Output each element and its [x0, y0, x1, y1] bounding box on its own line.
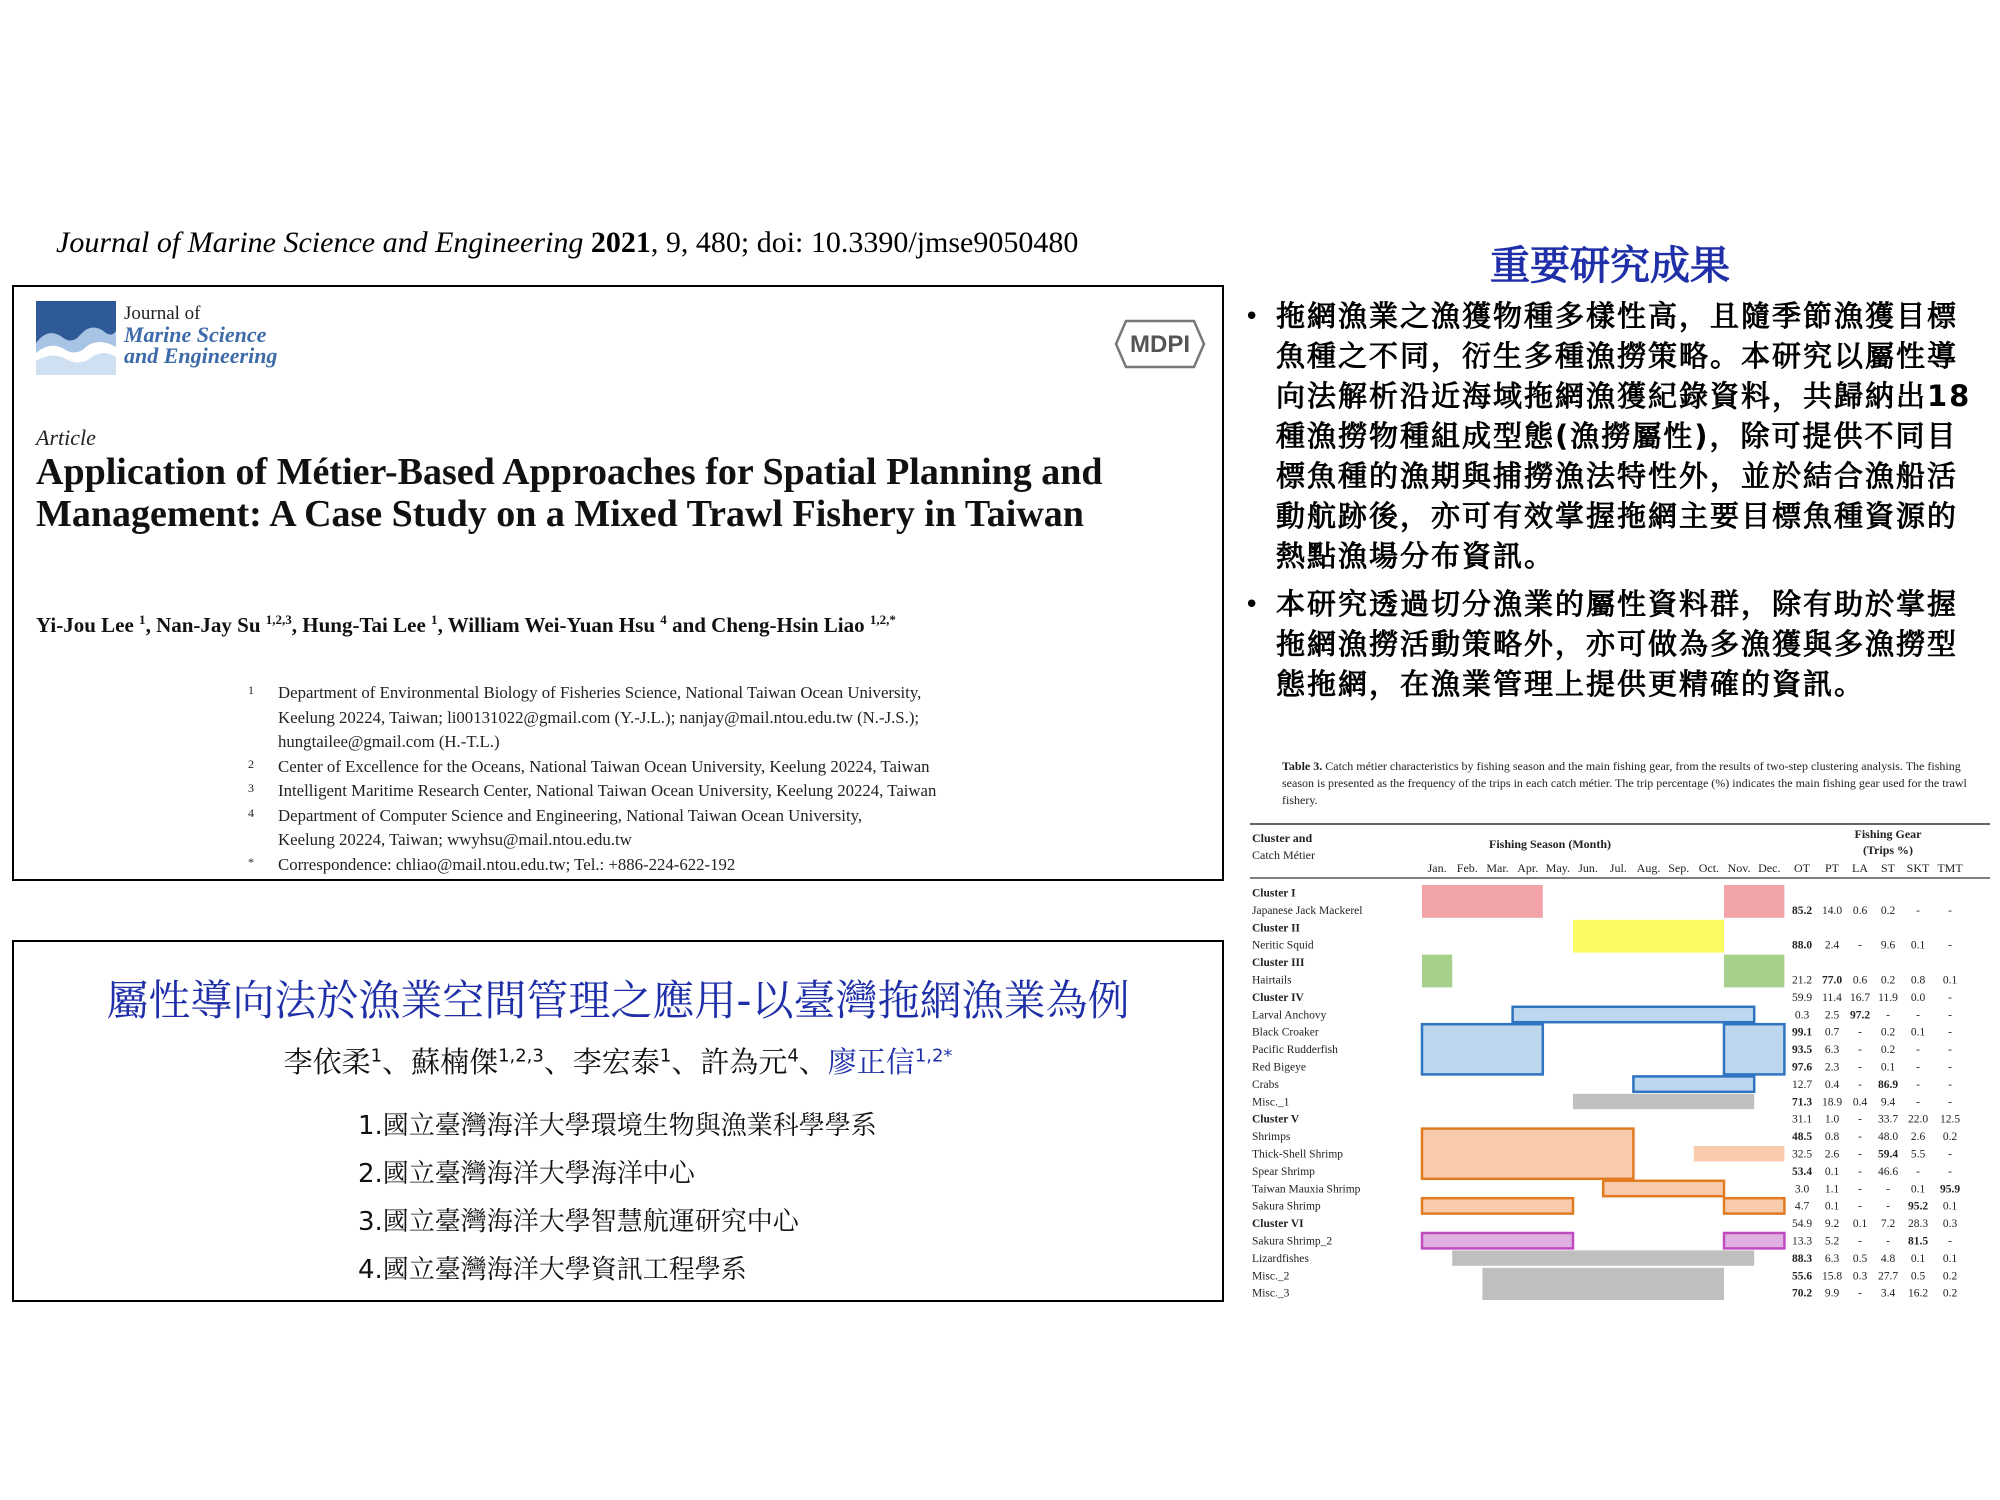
- chinese-affiliation-item: 2.國立臺灣海洋大學海洋中心: [358, 1159, 695, 1189]
- gear-value: 0.3: [1852, 1270, 1868, 1283]
- author-separator: ,: [145, 613, 157, 637]
- gear-value: 0.1: [1880, 1061, 1896, 1074]
- affiliation-line: Intelligent Maritime Research Center, National Taiwan Ocean University, Keelung 20224, Taiwan: [278, 781, 937, 800]
- chinese-affiliation-item: 1.國立臺灣海洋大學環境生物與漁業科學學系: [358, 1111, 877, 1141]
- gear-value: 97.2: [1849, 1009, 1871, 1022]
- gear-value: -: [1948, 1148, 1952, 1161]
- gear-value: -: [1948, 939, 1952, 952]
- metier-name: Shrimps: [1252, 1131, 1291, 1144]
- gear-value: 2.5: [1824, 1009, 1840, 1022]
- gear-header: PT: [1824, 861, 1840, 875]
- author-affil-sup: 1: [431, 612, 438, 627]
- chinese-author: [828, 1045, 953, 1079]
- results-heading: 重要研究成果: [1490, 243, 1730, 289]
- affiliation-line: Keelung 20224, Taiwan; wwyhsu@mail.ntou.edu.tw: [278, 830, 632, 849]
- gear-value: 0.6: [1852, 904, 1868, 917]
- chinese-author-name: 蘇楠傑: [411, 1045, 499, 1079]
- bullet-text: 本研究透過切分漁業的屬性資料群，除有助於掌握拖網漁撈活動策略外，亦可做為多漁獲與多漁撈型態拖網，在漁業管理上提供更精確的資訊。: [1276, 587, 1959, 701]
- gear-value: 53.4: [1791, 1165, 1813, 1178]
- metier-name: Misc._1: [1252, 1096, 1290, 1109]
- gear-value: 93.5: [1791, 1044, 1813, 1057]
- chinese-author-sup: 1: [370, 1045, 383, 1067]
- chinese-author: [411, 1045, 544, 1079]
- metier-name: Thick-Shell Shrimp: [1252, 1148, 1344, 1161]
- gear-value: -: [1858, 1183, 1862, 1196]
- chinese-affiliation-item: 4.國立臺灣海洋大學資訊工程學系: [358, 1255, 747, 1285]
- metier-name: Lizardfishes: [1252, 1252, 1309, 1265]
- metier-name: Larval Anchovy: [1252, 1009, 1327, 1022]
- author-affil-sup: 1: [139, 612, 146, 627]
- season-bar-misc2-3: [1482, 1268, 1724, 1300]
- author-name: Yi-Jou Lee: [36, 613, 140, 637]
- gear-value: 55.6: [1791, 1270, 1813, 1283]
- gear-value: 46.6: [1877, 1165, 1899, 1178]
- metier-name: Black Croaker: [1252, 1026, 1319, 1039]
- gear-value: 9.2: [1824, 1218, 1840, 1231]
- gear-value: -: [1916, 1044, 1920, 1057]
- gear-value: -: [1858, 1026, 1862, 1039]
- gear-value: -: [1948, 1044, 1952, 1057]
- gear-value: 0.1: [1910, 1252, 1926, 1265]
- chinese-affiliation-item: 3.國立臺灣海洋大學智慧航運研究中心: [358, 1207, 799, 1237]
- gear-value: 5.2: [1824, 1235, 1840, 1248]
- chinese-authors: [14, 1040, 1222, 1081]
- metier-name: Crabs: [1252, 1078, 1279, 1091]
- gear-value: -: [1858, 1235, 1862, 1248]
- author-name: William Wei-Yuan Hsu: [447, 613, 661, 637]
- results-bullets: [1242, 296, 1982, 712]
- metier-name: Sakura Shrimp_2: [1252, 1235, 1333, 1248]
- author-name: Cheng-Hsin Liao: [711, 613, 870, 637]
- gear-value: 1.1: [1824, 1183, 1840, 1196]
- gear-value: -: [1858, 1287, 1862, 1300]
- author-affil-sup: 4: [660, 612, 667, 627]
- gear-value: -: [1916, 1078, 1920, 1091]
- gear-value: -: [1858, 1078, 1862, 1091]
- paper-affiliations: [248, 681, 1198, 877]
- paper-authors: [36, 613, 1206, 638]
- journal-logo: [36, 301, 116, 375]
- chinese-author: [573, 1045, 671, 1079]
- month-header: Jun.: [1578, 861, 1598, 875]
- affiliation-line: Keelung 20224, Taiwan; li00131022@gmail.com (Y.-J.L.); nanjay@mail.ntou.edu.tw (N.-J.S.);: [278, 707, 920, 727]
- gear-value: 18.9: [1821, 1096, 1843, 1109]
- gear-value: -: [1858, 1061, 1862, 1074]
- bullet-text: 拖網漁業之漁獲物種多樣性高，且隨季節漁獲目標魚種之不同，衍生多種漁撈策略。本研究以屬性導向法解析沿近海域拖網漁獲紀錄資料，共歸納出18種漁撈物種組成型態(漁撈屬性)，除可提供不同目標魚種的漁期與捕撈漁法特性外，並於結合漁船活動航跡後，亦可有效掌握拖網主要目標魚種資源的熱點漁場分布資訊。: [1276, 299, 1972, 573]
- gear-value: 27.7: [1877, 1270, 1899, 1283]
- season-bar-neritic-squid: [1573, 920, 1724, 953]
- gear-value: 97.6: [1791, 1061, 1813, 1074]
- chinese-author-name: 廖正信: [827, 1045, 915, 1079]
- gear-value: 12.7: [1791, 1078, 1813, 1091]
- wave-icon: [36, 301, 116, 375]
- cluster-label: Cluster II: [1252, 922, 1301, 935]
- gear-value: 7.2: [1880, 1218, 1896, 1231]
- gear-value: 0.1: [1824, 1165, 1840, 1178]
- chinese-author-sup: 1: [659, 1045, 672, 1067]
- metier-name: Japanese Jack Mackerel: [1252, 904, 1363, 917]
- gear-value: 1.0: [1824, 1113, 1840, 1126]
- month-header: Jul.: [1609, 861, 1627, 875]
- month-header: Aug.: [1636, 861, 1661, 875]
- author-name: Nan-Jay Su: [156, 613, 266, 637]
- gear-value: 5.5: [1910, 1148, 1926, 1161]
- season-bar-mauxia-shrimp: [1603, 1181, 1724, 1196]
- result-bullet: [1242, 296, 1982, 576]
- journal-citation: [56, 226, 1236, 260]
- chinese-affiliations: [358, 1102, 877, 1294]
- mdpi-logo: [1112, 315, 1208, 373]
- gear-value: 16.7: [1849, 991, 1871, 1004]
- gear-value: 59.4: [1877, 1148, 1899, 1161]
- affiliation-number: 4: [248, 805, 254, 820]
- season-bar-sakura2: [1724, 1233, 1784, 1248]
- gear-value: 0.2: [1942, 1270, 1958, 1283]
- chinese-author-separator: 、: [671, 1045, 701, 1079]
- gear-value: 0.1: [1942, 974, 1958, 987]
- season-bar-thick-shell: [1694, 1146, 1785, 1161]
- chinese-author-separator: 、: [382, 1045, 412, 1079]
- gear-value: 3.0: [1794, 1183, 1810, 1196]
- gear-value: 0.3: [1794, 1009, 1810, 1022]
- gear-value: 59.9: [1791, 991, 1813, 1004]
- bullet-dot: •: [1244, 590, 1260, 620]
- gear-value: -: [1886, 1009, 1890, 1022]
- gear-value: 2.4: [1824, 939, 1840, 952]
- gear-value: 0.2: [1880, 1044, 1896, 1057]
- metier-name: Misc._2: [1252, 1270, 1290, 1283]
- gear-value: 0.3: [1942, 1218, 1958, 1231]
- affiliation-number: 2: [248, 756, 254, 771]
- gear-value: -: [1858, 1200, 1862, 1213]
- journal-name-line1: Journal of: [124, 303, 201, 324]
- gear-value: -: [1948, 991, 1952, 1004]
- month-header: May.: [1545, 861, 1571, 875]
- chinese-author: [284, 1045, 382, 1079]
- gear-value: 88.0: [1791, 939, 1813, 952]
- gear-value: 70.2: [1791, 1287, 1813, 1300]
- gear-value: 0.1: [1942, 1200, 1958, 1213]
- author-separator: and: [666, 613, 712, 637]
- metier-name: Pacific Rudderfish: [1252, 1044, 1338, 1057]
- month-header: Feb.: [1456, 861, 1478, 875]
- gear-value: 71.3: [1791, 1096, 1813, 1109]
- gear-value: 11.9: [1878, 991, 1898, 1004]
- gear-header: LA: [1852, 861, 1868, 875]
- season-bar-jack-mackerel: [1422, 885, 1543, 918]
- gear-value: 3.4: [1880, 1287, 1896, 1300]
- cluster-label: Cluster V: [1252, 1113, 1300, 1126]
- cluster-label: Cluster I: [1252, 887, 1296, 900]
- season-bar-croaker-group: [1724, 1024, 1784, 1074]
- month-header: Mar.: [1486, 861, 1509, 875]
- gear-value: -: [1948, 1026, 1952, 1039]
- affiliation-line: Correspondence: chliao@mail.ntou.edu.tw; Tel.: +886-224-622-192: [278, 854, 736, 874]
- metier-name: Taiwan Mauxia Shrimp: [1252, 1183, 1361, 1196]
- chinese-author: [700, 1045, 798, 1079]
- metier-name: Spear Shrimp: [1252, 1165, 1315, 1178]
- gear-value: 2.3: [1824, 1061, 1840, 1074]
- affiliation-line: Department of Environmental Biology of Fisheries Science, National Taiwan Ocean University,: [278, 683, 922, 702]
- affiliation-number: *: [248, 854, 254, 869]
- svg-text:MDPI: MDPI: [1130, 331, 1190, 358]
- season-bar-hairtails: [1724, 955, 1784, 988]
- season-bar-crabs: [1633, 1076, 1754, 1091]
- gear-value: 2.6: [1824, 1148, 1840, 1161]
- chinese-title-box: [12, 940, 1224, 1302]
- gear-value: 0.4: [1852, 1096, 1868, 1109]
- gear-value: -: [1948, 1096, 1952, 1109]
- author-separator: ,: [437, 613, 448, 637]
- gear-value: 0.1: [1910, 939, 1926, 952]
- gear-value: -: [1916, 904, 1920, 917]
- gear-value: 32.5: [1791, 1148, 1813, 1161]
- metier-name: Red Bigeye: [1252, 1061, 1306, 1074]
- chinese-author-name: 許為元: [700, 1045, 788, 1079]
- cluster-label: Cluster III: [1252, 957, 1305, 970]
- gear-value: 0.1: [1910, 1183, 1926, 1196]
- gear-value: -: [1948, 1078, 1952, 1091]
- paper-header-box: [12, 285, 1224, 881]
- gear-value: 11.4: [1822, 991, 1842, 1004]
- affiliation-line: Department of Computer Science and Engineering, National Taiwan Ocean University,: [278, 805, 863, 825]
- gear-header: TMT: [1937, 861, 1963, 875]
- affiliation-line: hungtailee@gmail.com (H.-T.L.): [278, 732, 500, 751]
- gear-value: 85.2: [1791, 904, 1813, 917]
- gear-value: 0.1: [1910, 1026, 1926, 1039]
- gear-value: 6.3: [1824, 1044, 1840, 1057]
- gear-value: -: [1858, 1131, 1862, 1144]
- gear-value: -: [1858, 1113, 1862, 1126]
- month-header: Oct.: [1698, 861, 1720, 875]
- gear-value: 0.2: [1942, 1131, 1958, 1144]
- affiliation-item: [248, 779, 1198, 804]
- month-header: Nov.: [1727, 861, 1751, 875]
- journal-name: [124, 303, 277, 366]
- gear-value: 14.0: [1821, 904, 1843, 917]
- metier-name: Sakura Shrimp: [1252, 1200, 1321, 1213]
- author-separator: ,: [291, 613, 303, 637]
- cluster-label: Cluster IV: [1252, 991, 1304, 1004]
- gear-value: 31.1: [1791, 1113, 1813, 1126]
- head-season: Fishing Season (Month): [1488, 837, 1612, 851]
- gear-value: 0.7: [1824, 1026, 1840, 1039]
- gear-value: 4.7: [1794, 1200, 1810, 1213]
- author-name: Hung-Tai Lee: [302, 613, 432, 637]
- metier-name: Hairtails: [1252, 974, 1292, 987]
- author-affil-sup: 1,2,*: [869, 612, 896, 627]
- gear-value: -: [1948, 904, 1952, 917]
- season-bar-jack-mackerel: [1724, 885, 1784, 918]
- gear-value: 95.9: [1939, 1183, 1961, 1196]
- gear-value: -: [1858, 1148, 1862, 1161]
- gear-header: OT: [1794, 861, 1810, 875]
- head-gear-unit: (Trips %): [1862, 843, 1914, 857]
- author-affil-sup: 1,2,3: [265, 612, 292, 627]
- gear-value: 9.6: [1880, 939, 1896, 952]
- gear-value: 21.2: [1791, 974, 1813, 987]
- cluster-label: Cluster VI: [1252, 1218, 1304, 1231]
- gear-value: 54.9: [1791, 1218, 1813, 1231]
- gear-value: -: [1948, 1165, 1952, 1178]
- result-bullet: [1242, 584, 1982, 704]
- gear-value: 22.0: [1907, 1113, 1929, 1126]
- gear-value: 0.1: [1942, 1252, 1958, 1265]
- gear-value: -: [1858, 1044, 1862, 1057]
- bullet-dot: •: [1244, 302, 1260, 332]
- gear-value: 15.8: [1821, 1270, 1843, 1283]
- citation-year: 2021: [590, 226, 651, 259]
- gear-value: 0.2: [1880, 974, 1896, 987]
- metier-name: Misc._3: [1252, 1287, 1290, 1300]
- table-caption: [1282, 758, 1982, 809]
- table-caption-text: Catch métier characteristics by fishing season and the main fishing gear, from the results of two-step clustering analysis. The fishing season is presented as the frequency of the trips in each catch métier. The trip percentage (%) indicates the main fishing gear used for the trawl fishery.: [1282, 759, 1967, 807]
- gear-header: ST: [1880, 861, 1896, 875]
- gear-value: 28.3: [1907, 1218, 1929, 1231]
- season-bar-sakura: [1724, 1198, 1784, 1213]
- gear-value: -: [1948, 1061, 1952, 1074]
- gear-value: 4.8: [1880, 1252, 1896, 1265]
- gear-value: 86.9: [1877, 1078, 1899, 1091]
- month-header: Apr.: [1517, 861, 1539, 875]
- affiliation-item: [248, 853, 1198, 878]
- season-bar-sakura: [1422, 1198, 1573, 1213]
- citation-rest: , 9, 480; doi: 10.3390/jmse9050480: [650, 226, 1079, 259]
- gear-value: 0.5: [1852, 1252, 1868, 1265]
- chinese-author-separator: 、: [798, 1045, 828, 1079]
- gear-value: 16.2: [1907, 1287, 1929, 1300]
- gear-value: 12.5: [1939, 1113, 1961, 1126]
- chinese-author-separator: 、: [543, 1045, 573, 1079]
- head-gear: Fishing Gear: [1854, 827, 1922, 841]
- gear-value: 0.1: [1824, 1200, 1840, 1213]
- gear-value: -: [1916, 1096, 1920, 1109]
- gear-value: 13.3: [1791, 1235, 1813, 1248]
- gear-value: -: [1916, 1165, 1920, 1178]
- gear-header: SKT: [1906, 861, 1930, 875]
- month-header: Sep.: [1668, 861, 1690, 875]
- gear-value: -: [1886, 1235, 1890, 1248]
- gear-value: 2.6: [1910, 1131, 1926, 1144]
- affiliation-number: 3: [248, 781, 254, 795]
- gear-value: 0.6: [1852, 974, 1868, 987]
- gear-value: -: [1886, 1200, 1890, 1213]
- gear-value: 6.3: [1824, 1252, 1840, 1265]
- head-metier: Catch Métier: [1252, 848, 1315, 862]
- journal-name-line2: Marine Science: [124, 322, 267, 347]
- season-bar-croaker-group: [1422, 1024, 1543, 1074]
- affiliation-item: [248, 804, 1198, 853]
- head-cluster: Cluster and: [1252, 831, 1313, 845]
- metier-name: Neritic Squid: [1252, 939, 1314, 952]
- chinese-author-sup: 4: [787, 1045, 799, 1067]
- affiliation-line: Center of Excellence for the Oceans, National Taiwan Ocean University, Keelung 20224, Taiwan: [278, 756, 930, 776]
- affiliation-item: [248, 755, 1198, 780]
- month-header: Jan.: [1427, 861, 1447, 875]
- citation-journal: Journal of Marine Science and Engineering: [56, 226, 584, 259]
- gear-value: 48.5: [1791, 1131, 1813, 1144]
- chinese-author-sup: 1,2,3: [498, 1045, 544, 1067]
- chinese-title: 屬性導向法於漁業空間管理之應用-以臺灣拖網漁業為例: [106, 976, 1130, 1025]
- article-type-label: Article: [36, 425, 96, 450]
- gear-value: -: [1886, 1183, 1890, 1196]
- month-header: Dec.: [1758, 861, 1781, 875]
- season-bar-shrimp-group: [1422, 1129, 1633, 1179]
- journal-name-line3: and Engineering: [124, 343, 278, 368]
- season-bar-sakura2: [1422, 1233, 1573, 1248]
- season-bar-larval-anchovy: [1513, 1007, 1755, 1022]
- gear-value: 95.2: [1907, 1200, 1929, 1213]
- gear-value: 0.2: [1880, 1026, 1896, 1039]
- chinese-author-sup: 1,2*: [914, 1045, 953, 1067]
- affiliation-item: [248, 681, 1198, 755]
- gear-value: -: [1948, 1235, 1952, 1248]
- metier-table: [1250, 818, 1990, 1300]
- season-bar-lizardfishes: [1452, 1250, 1754, 1265]
- gear-value: 77.0: [1821, 974, 1843, 987]
- season-bar-misc1: [1573, 1094, 1754, 1109]
- gear-value: 0.4: [1824, 1078, 1840, 1091]
- gear-value: 0.8: [1910, 974, 1926, 987]
- paper-title: Application of Métier-Based Approaches for Spatial Planning and Management: A Case Study on a Mixed Trawl Fishery in Taiwan: [36, 451, 1103, 535]
- gear-value: 0.2: [1880, 904, 1896, 917]
- gear-value: 0.8: [1824, 1131, 1840, 1144]
- gear-value: 0.0: [1910, 991, 1926, 1004]
- gear-value: -: [1948, 1009, 1952, 1022]
- gear-value: 48.0: [1877, 1131, 1899, 1144]
- affiliation-number: 1: [248, 683, 254, 697]
- chinese-author-name: 李宏泰: [572, 1045, 660, 1079]
- gear-value: 99.1: [1791, 1026, 1813, 1039]
- gear-value: 81.5: [1907, 1235, 1929, 1248]
- season-bar-hairtails: [1422, 955, 1452, 988]
- gear-value: 33.7: [1877, 1113, 1899, 1126]
- gear-value: 9.4: [1880, 1096, 1896, 1109]
- gear-value: -: [1916, 1009, 1920, 1022]
- gear-value: -: [1858, 939, 1862, 952]
- gear-value: -: [1916, 1061, 1920, 1074]
- gear-value: 0.1: [1852, 1218, 1868, 1231]
- gear-value: -: [1858, 1165, 1862, 1178]
- gear-value: 0.2: [1942, 1287, 1958, 1300]
- chinese-author-name: 李依柔: [283, 1045, 371, 1079]
- table-caption-label: Table 3.: [1282, 759, 1323, 773]
- gear-value: 9.9: [1824, 1287, 1840, 1300]
- gear-value: 88.3: [1791, 1252, 1813, 1265]
- gear-value: 0.5: [1910, 1270, 1926, 1283]
